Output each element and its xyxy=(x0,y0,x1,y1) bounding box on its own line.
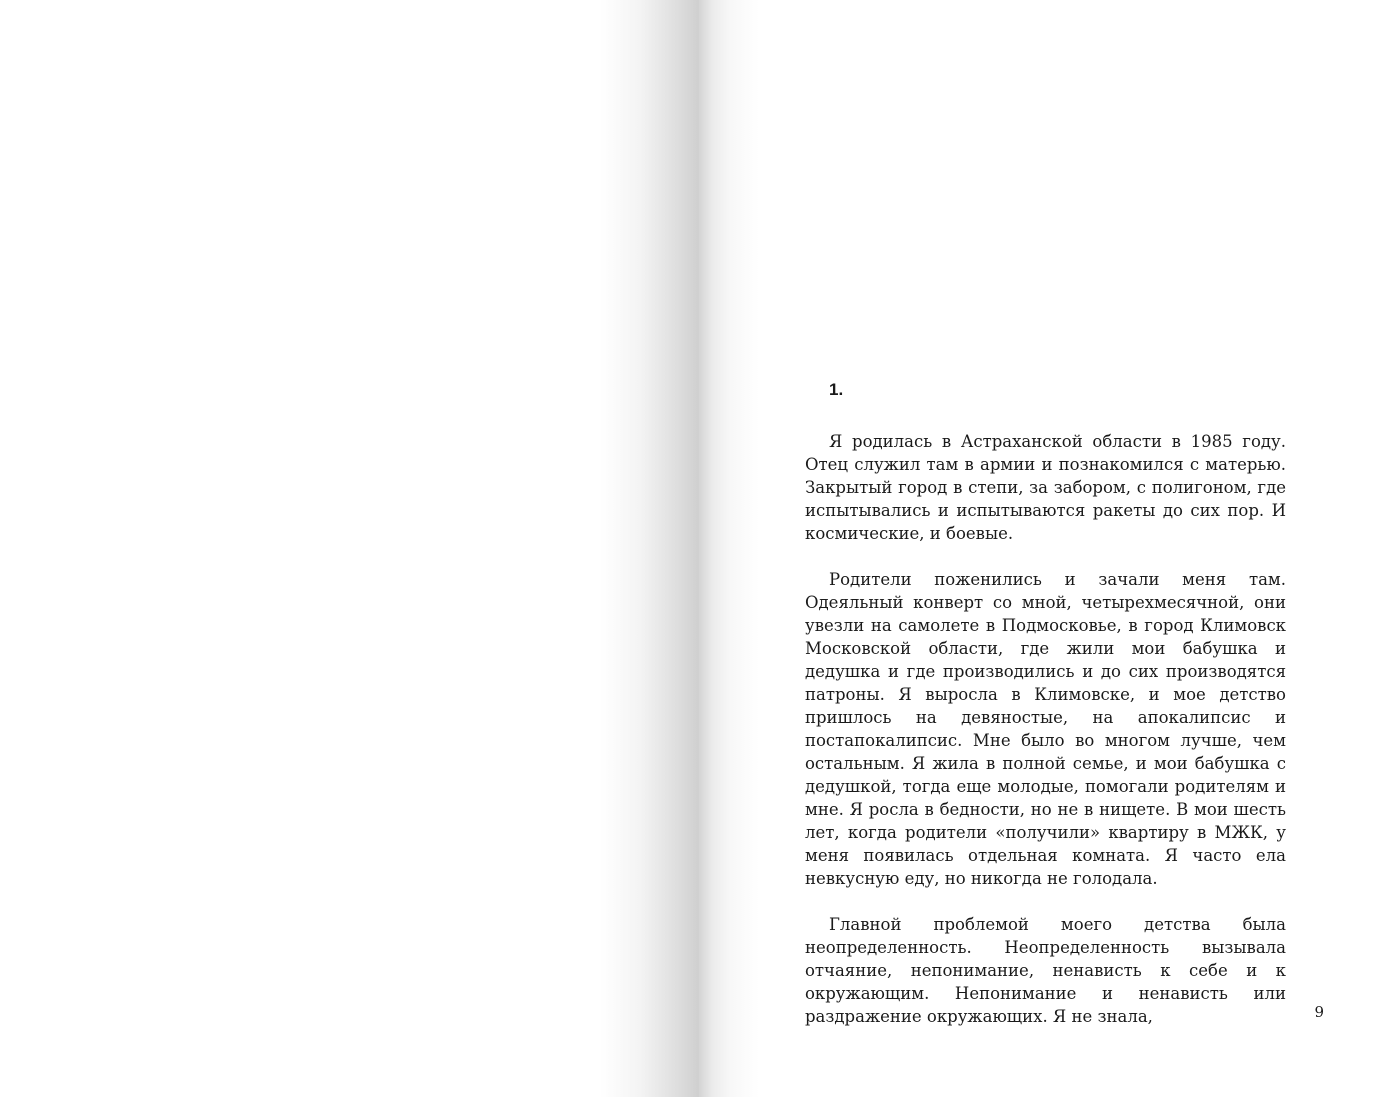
paragraph-3: Главной проблемой моего детства была неопределенность. Неопределенность вызывала отчаяние, непонимание, ненависть к себе и к окружающим. Непонимание и ненависть или раздражение окружающих. Я не знала, xyxy=(805,915,1286,1026)
paragraph-2: Родители поженились и зачали меня там. Одеяльный конверт со мной, четырехмесячной, они увезли на самолете в Подмосковье, в город Климовск Московской области, где жили мои бабушка и дедушка и где производились и до сих производятся патроны. Я выросла в Климовске, и мое детство пришлось на девяностые, на апокалипсис и постапокалипсис. Мне было во многом лучше, чем остальным. Я жила в полной семье, и мои бабушка с дедушкой, тогда еще молодые, помогали родителям и мне. Я росла в бедности, но не в нищете. В мои шесть лет, когда родители «получили» квартиру в МЖК, у меня появилась отдельная комната. Я часто ела невкусную еду, но никогда не голодала. xyxy=(805,570,1286,888)
text-block xyxy=(805,372,1286,1051)
chapter-number: 1. xyxy=(829,380,844,399)
page-number: 9 xyxy=(1314,1003,1324,1021)
paragraph-1: Я родилась в Астраханской области в 1985 году. Отец служил там в армии и познакомился с матерью. Закрытый город в степи, за забором, с полигоном, где испытывались и испытываются ракеты до сих пор. И космические, и боевые. xyxy=(805,432,1286,543)
